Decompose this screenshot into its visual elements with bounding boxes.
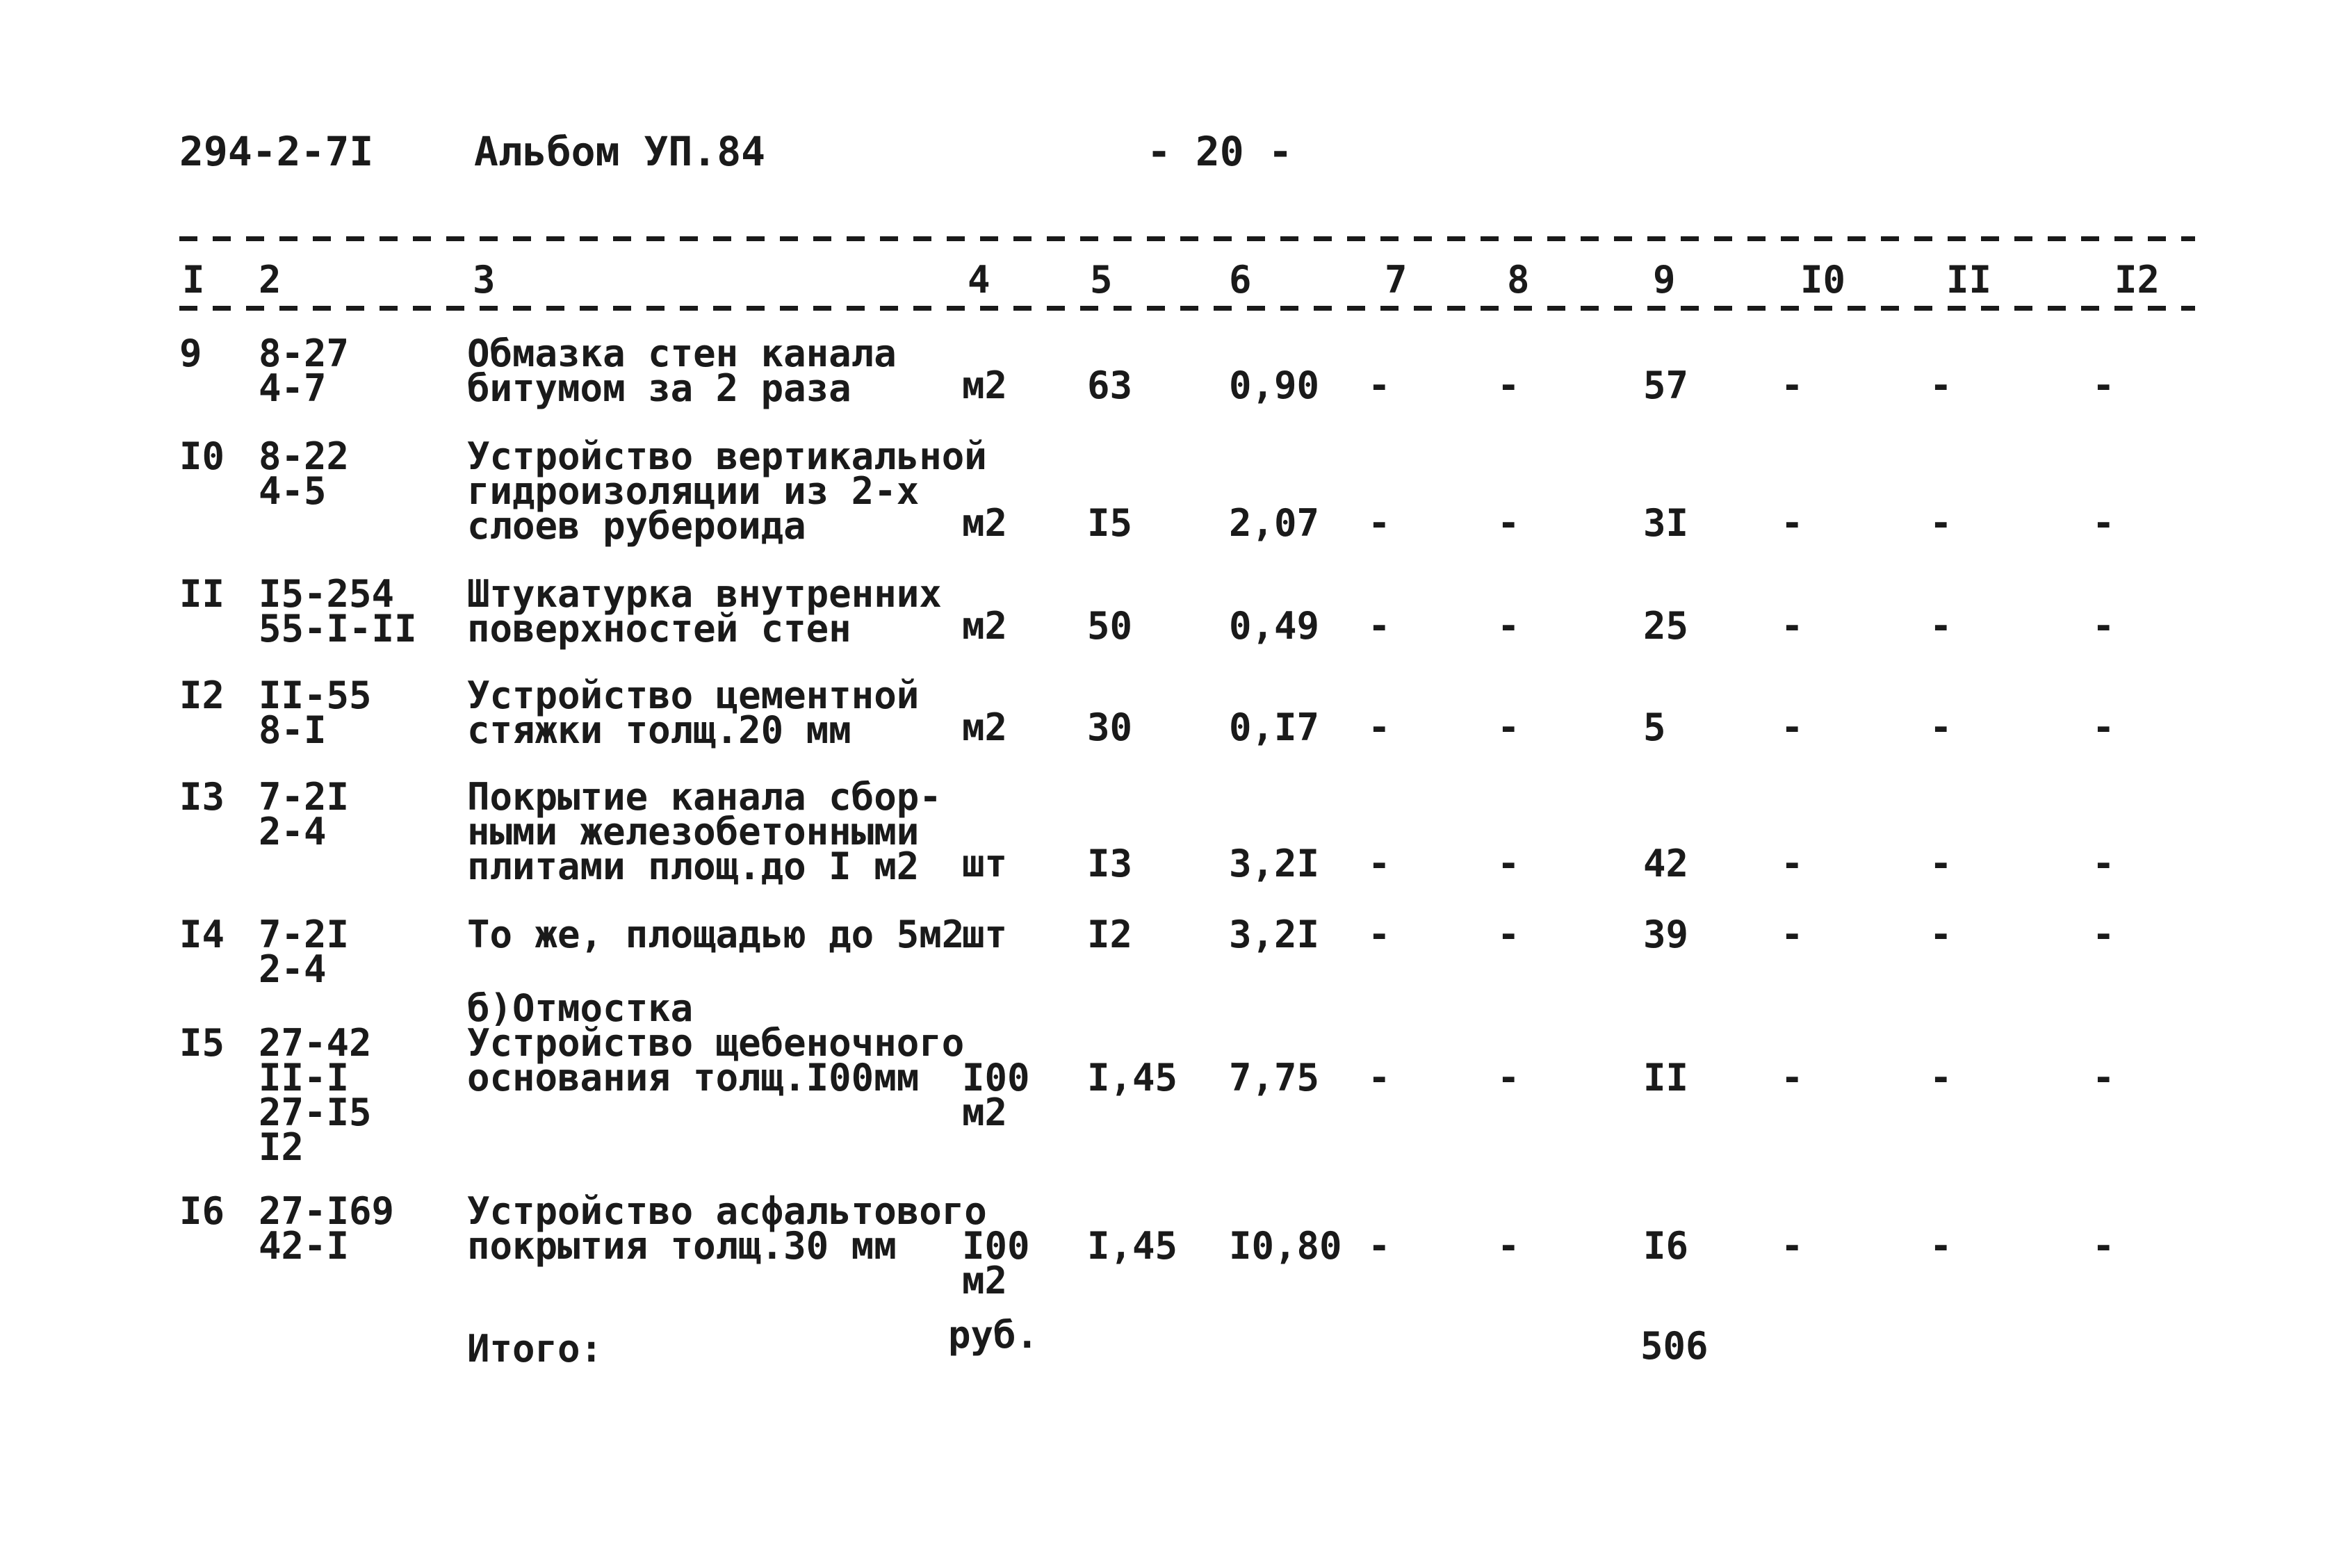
cell-c8: - <box>1497 1056 1520 1100</box>
row-number: I6 <box>179 1189 225 1233</box>
cell-c11: - <box>1930 913 1952 956</box>
unit-price: 2,07 <box>1229 501 1320 545</box>
unit-line: м2 <box>962 1091 1008 1134</box>
col-header-5: 5 <box>1090 258 1113 302</box>
unit-line: м2 <box>962 705 1008 749</box>
work-description <box>467 572 942 651</box>
cell-c7: - <box>1368 1056 1391 1100</box>
unit-price: 0,49 <box>1229 604 1320 648</box>
cell-c12: - <box>2092 842 2115 885</box>
work-description-line: стяжки толщ.20 мм <box>467 708 851 752</box>
norm-code-line: 27-42 <box>259 1021 372 1065</box>
cell-c9: 42 <box>1643 842 1689 885</box>
cell-c9: II <box>1643 1056 1689 1100</box>
cell-c12: - <box>2092 705 2115 749</box>
cell-c8: - <box>1497 501 1520 545</box>
norm-code-line: 27-I5 <box>259 1091 372 1134</box>
work-description-line: Покрытие канала сбор- <box>467 775 942 819</box>
col-header-10: I0 <box>1800 258 1846 302</box>
cell-c8: - <box>1497 1224 1520 1268</box>
section-heading: б)Отмостка <box>467 986 694 1030</box>
quantity: 30 <box>1087 705 1133 749</box>
cell-c10: - <box>1781 1056 1804 1100</box>
work-description <box>467 434 987 548</box>
cell-c10: - <box>1781 604 1804 648</box>
unit-line: м2 <box>962 1259 1008 1302</box>
total-unit: руб. <box>948 1313 1039 1357</box>
page-number: - 20 - <box>1147 128 1293 175</box>
cell-c8: - <box>1497 842 1520 885</box>
row-number: I2 <box>179 673 225 717</box>
col-header-8: 8 <box>1507 258 1530 302</box>
work-description <box>467 332 897 410</box>
cell-c8: - <box>1497 364 1520 407</box>
cell-c9: I6 <box>1643 1224 1689 1268</box>
cell-c8: - <box>1497 913 1520 956</box>
cell-c12: - <box>2092 501 2115 545</box>
work-description-line: плитами площ.до I м2 <box>467 844 920 888</box>
cell-c7: - <box>1368 842 1391 885</box>
unit-price: I0,80 <box>1229 1224 1342 1268</box>
norm-code <box>259 572 417 651</box>
norm-code <box>259 913 350 991</box>
work-description-line: Устройство вертикальной <box>467 434 987 478</box>
cell-c11: - <box>1930 1056 1952 1100</box>
work-description-line: Устройство асфальтового <box>467 1189 987 1233</box>
norm-code-line: I5-254 <box>259 572 395 616</box>
norm-code-line: 4-7 <box>259 366 327 410</box>
cell-c7: - <box>1368 705 1391 749</box>
unit-price: 7,75 <box>1229 1056 1320 1100</box>
cell-c10: - <box>1781 501 1804 545</box>
unit <box>962 364 1008 407</box>
cell-c7: - <box>1368 913 1391 956</box>
work-description <box>467 1189 987 1268</box>
norm-code-line: 8-22 <box>259 434 350 478</box>
col-header-9: 9 <box>1653 258 1676 302</box>
cell-c12: - <box>2092 364 2115 407</box>
norm-code-line: 27-I69 <box>259 1189 395 1233</box>
row-number: I4 <box>179 913 225 956</box>
unit <box>962 1224 1030 1302</box>
col-header-2: 2 <box>259 258 282 302</box>
work-description-line: слоев рубероида <box>467 504 806 548</box>
norm-code <box>259 332 350 410</box>
norm-code-line: 4-5 <box>259 469 327 513</box>
work-description <box>467 913 965 956</box>
cell-c9: 3I <box>1643 501 1689 545</box>
cell-c9: 5 <box>1643 705 1666 749</box>
work-description-line: ными железобетонными <box>467 810 920 854</box>
cell-c7: - <box>1368 364 1391 407</box>
norm-code <box>259 1021 372 1169</box>
norm-code-line: 7-2I <box>259 913 350 956</box>
unit <box>962 501 1008 545</box>
work-description-line: поверхностей стен <box>467 607 851 651</box>
quantity: I3 <box>1087 842 1133 885</box>
unit <box>962 842 1008 885</box>
unit-line: шт <box>962 842 1008 885</box>
work-description <box>467 1021 965 1100</box>
unit-price: 0,I7 <box>1229 705 1320 749</box>
row-number: 9 <box>179 332 202 375</box>
row-number: I0 <box>179 434 225 478</box>
unit-line: м2 <box>962 501 1008 545</box>
cell-c7: - <box>1368 501 1391 545</box>
norm-code <box>259 673 372 752</box>
unit-price: 0,90 <box>1229 364 1320 407</box>
quantity: 50 <box>1087 604 1133 648</box>
cell-c12: - <box>2092 1224 2115 1268</box>
cell-c9: 57 <box>1643 364 1689 407</box>
cell-c10: - <box>1781 842 1804 885</box>
unit-price: 3,2I <box>1229 842 1320 885</box>
cell-c11: - <box>1930 842 1952 885</box>
unit <box>962 913 1008 956</box>
album-title: Альбом УП.84 <box>474 128 766 175</box>
norm-code-line: 55-I-II <box>259 607 417 651</box>
unit-line: м2 <box>962 604 1008 648</box>
unit-price: 3,2I <box>1229 913 1320 956</box>
unit <box>962 604 1008 648</box>
row-number: I3 <box>179 775 225 819</box>
row-number: I5 <box>179 1021 225 1065</box>
work-description-line: Штукатурка внутренних <box>467 572 942 616</box>
cell-c9: 25 <box>1643 604 1689 648</box>
quantity: I5 <box>1087 501 1133 545</box>
norm-code-line: 8-27 <box>259 332 350 375</box>
row-number: II <box>179 572 225 616</box>
total-label: Итого: <box>467 1327 603 1371</box>
quantity: I,45 <box>1087 1224 1178 1268</box>
norm-code-line: 7-2I <box>259 775 350 819</box>
cell-c10: - <box>1781 705 1804 749</box>
work-description-line: Устройство цементной <box>467 673 920 717</box>
unit-line: I00 <box>962 1056 1030 1100</box>
unit-line: I00 <box>962 1224 1030 1268</box>
work-description-line: То же, площадью до 5м2 <box>467 913 965 956</box>
work-description-line: Обмазка стен канала <box>467 332 897 375</box>
work-description-line: покрытия толщ.30 мм <box>467 1224 897 1268</box>
norm-code-line: 2-4 <box>259 810 327 854</box>
work-description-line: гидроизоляции из 2-х <box>467 469 920 513</box>
cell-c11: - <box>1930 501 1952 545</box>
doc-code: 294-2-7I <box>179 128 374 175</box>
norm-code <box>259 434 350 513</box>
norm-code-line: 8-I <box>259 708 327 752</box>
col-header-1: I <box>182 258 205 302</box>
cell-c11: - <box>1930 364 1952 407</box>
cell-c12: - <box>2092 913 2115 956</box>
col-header-6: 6 <box>1229 258 1252 302</box>
unit-line: м2 <box>962 364 1008 407</box>
work-description-line: битумом за 2 раза <box>467 366 851 410</box>
unit <box>962 705 1008 749</box>
work-description <box>467 775 942 888</box>
quantity: 63 <box>1087 364 1133 407</box>
norm-code-line: 2-4 <box>259 947 327 991</box>
cell-c10: - <box>1781 364 1804 407</box>
work-description-line: Устройство щебеночного <box>467 1021 965 1065</box>
cell-c11: - <box>1930 604 1952 648</box>
cell-c8: - <box>1497 705 1520 749</box>
total-value: 506 <box>1640 1324 1709 1368</box>
cell-c7: - <box>1368 1224 1391 1268</box>
cell-c7: - <box>1368 604 1391 648</box>
cell-c12: - <box>2092 604 2115 648</box>
cell-c10: - <box>1781 913 1804 956</box>
divider-header <box>179 306 2195 311</box>
unit-line: шт <box>962 913 1008 956</box>
cell-c8: - <box>1497 604 1520 648</box>
col-header-11: II <box>1946 258 1992 302</box>
norm-code-line: I2 <box>259 1125 304 1169</box>
norm-code-line: II-I <box>259 1056 350 1100</box>
norm-code <box>259 1189 395 1268</box>
col-header-4: 4 <box>968 258 990 302</box>
quantity: I2 <box>1087 913 1133 956</box>
cell-c11: - <box>1930 1224 1952 1268</box>
cell-c12: - <box>2092 1056 2115 1100</box>
cell-c10: - <box>1781 1224 1804 1268</box>
work-description <box>467 673 920 752</box>
col-header-12: I2 <box>2114 258 2160 302</box>
norm-code <box>259 775 350 854</box>
cell-c9: 39 <box>1643 913 1689 956</box>
work-description-line: основания толщ.I00мм <box>467 1056 920 1100</box>
quantity: I,45 <box>1087 1056 1178 1100</box>
norm-code-line: II-55 <box>259 673 372 717</box>
divider-top <box>179 236 2195 241</box>
norm-code-line: 42-I <box>259 1224 350 1268</box>
col-header-7: 7 <box>1385 258 1408 302</box>
unit <box>962 1056 1030 1134</box>
col-header-3: 3 <box>473 258 496 302</box>
cell-c11: - <box>1930 705 1952 749</box>
